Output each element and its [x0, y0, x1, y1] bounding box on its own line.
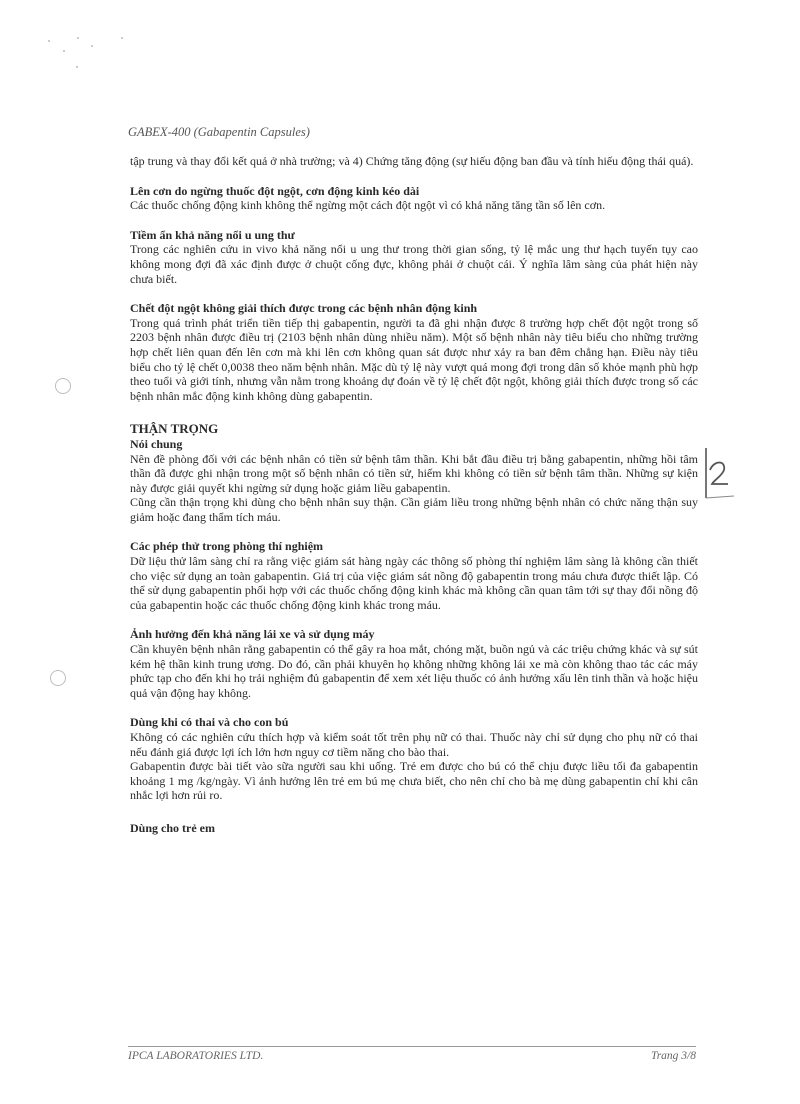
- document-header: GABEX-400 (Gabapentin Capsules): [128, 125, 310, 139]
- section-heading: Dùng cho trẻ em: [130, 820, 215, 835]
- section-paragraph: Gabapentin được bài tiết vào sữa người sau khi uống. Trẻ em được cho bú có thể chịu được liều tối đa gabapentin khoảng 1 mg /kg/ngày. Vì ảnh hưởng lên trẻ em bú mẹ chưa biết, cho nên chỉ cho bà mẹ dùng gabapentin chỉ khi cân nhắc lợi hơn rủi ro.: [130, 759, 698, 803]
- document-body: [130, 154, 698, 836]
- section-heading: Dùng khi có thai và cho con bú: [130, 715, 289, 730]
- scan-speck: [91, 45, 93, 47]
- section-paragraph: Cần khuyên bệnh nhân rằng gabapentin có thể gây ra hoa mắt, chóng mặt, buồn ngủ và các triệu chứng khác và sự sút kém hệ thần kinh trung ương. Do đó, cần phải khuyên họ không những không lái xe mà còn không thao tác các máy phức tạp cho đến khi họ trải nghiệm đủ gabapentin để xem xét liệu thuốc có ảnh hưởng xấu lên tinh thần và hoặc hiệu quả vận động hay không.: [130, 642, 698, 700]
- section-paragraph: Không có các nghiên cứu thích hợp và kiểm soát tốt trên phụ nữ có thai. Thuốc này chỉ sử dụng cho phụ nữ có thai nếu đánh giá được lợi ích lớn hơn nguy cơ tiềm năng cho bào thai.: [130, 730, 698, 759]
- section-heading: Các phép thử trong phòng thí nghiệm: [130, 539, 324, 554]
- section-paragraph: Các thuốc chống động kinh không thể ngừng một cách đột ngột vì có khả năng tăng tần số lên cơn.: [130, 198, 606, 213]
- section-paragraph: Nên đề phòng đối với các bệnh nhân có tiền sử bệnh tâm thần. Khi bắt đầu điều trị bằng gabapentin, những hồi tâm thần đã được ghi nhận trong một số bệnh nhân có tiền sử, hiếm khi không có tiền sử bệnh tâm thần. Những sự kiện này được giải quyết khi ngừng sử dụng hoặc giảm liều gabapentin.: [130, 451, 698, 495]
- section-sudden-death: [130, 301, 698, 403]
- section-heading: Lên cơn do ngừng thuốc đột ngột, cơn động kinh kéo dài: [130, 183, 420, 198]
- general-heading: Nói chung: [130, 436, 183, 451]
- handwritten-page-mark: [700, 446, 740, 507]
- punch-hole: [50, 670, 66, 686]
- section-heading: Ảnh hưởng đến khả năng lái xe và sử dụng máy: [130, 627, 375, 642]
- section-paragraph: Trong các nghiên cứu in vivo khả năng nổi u ung thư trong thời gian sống, tỷ lệ mắc ung thư hạch tuyến tụy cao không mong đợi đã xác định được ở chuột cống đực, không phải ở chuột cái. Ý nghĩa lâm sàng của phát hiện này chưa biết.: [130, 242, 698, 286]
- section-pregnancy: [130, 715, 698, 803]
- footer-company: IPCA LABORATORIES LTD.: [128, 1050, 264, 1062]
- scan-speck: [76, 66, 78, 68]
- section-tumorigenic: [130, 228, 698, 286]
- section-paragraph: Dữ liệu thử lâm sàng chỉ ra rằng việc giám sát hàng ngày các thông số phòng thí nghiệm lâm sàng là không cần thiết cho việc sử dụng an toàn gabapentin. Giá trị của việc giám sát nồng độ gabapentin trong máu chưa được thiết lập. Có thể sử dụng gabapentin phối hợp với các thuốc chống động kinh khác mà không cần quan tâm tới sự thay đổi nồng độ của gabapentin hoặc các thuốc chống động kinh khác trong máu.: [130, 554, 698, 612]
- scan-speck: [77, 37, 79, 39]
- section-heading: Tiềm ẩn khả năng nổi u ung thư: [130, 227, 295, 242]
- section-pediatric: [130, 821, 698, 836]
- precautions-heading: THẬN TRỌNG: [130, 421, 219, 437]
- section-driving: [130, 627, 698, 700]
- section-heading: Chết đột ngột không giải thích được trong các bệnh nhân động kinh: [130, 301, 478, 316]
- section-paragraph: Trong quá trình phát triển tiền tiếp thị gabapentin, người ta đã ghi nhận được 8 trường hợp chết đột ngột trong số 2203 bệnh nhân được điều trị (2103 bệnh nhân dùng nhiều năm). Một số bệnh nhân này tiêu biểu cho những trường hợp chết liên quan đến lên cơn mà khi lên cơn không quan sát được như xảy ra ban đêm chẳng hạn. Điều này tiêu biểu cho tỷ lệ chết 0,0038 theo năm bệnh nhân. Mặc dù tỷ lệ này vượt quá mong đợi trong dân số khỏe mạnh phù hợp theo tuổi và giới tính, nhưng vẫn nằm trong khoảng dự đoán về tỷ lệ chết đột ngột, không giải thích được trong số các bệnh nhân mắc động kinh không dùng gabapentin.: [130, 315, 698, 403]
- section-seizures: [130, 184, 698, 213]
- scan-speck: [63, 50, 65, 52]
- document-footer: [128, 1046, 696, 1062]
- scan-speck: [48, 40, 50, 42]
- section-lab-tests: [130, 539, 698, 612]
- intro-paragraph: tập trung và thay đổi kết quả ở nhà trường; và 4) Chứng tăng động (sự hiếu động ban đầu và tính hiếu động thái quá).: [130, 154, 694, 168]
- punch-hole: [55, 378, 71, 394]
- page-number: Trang 3/8: [650, 1050, 696, 1062]
- section-paragraph: Cũng cần thận trọng khi dùng cho bệnh nhân suy thận. Cần giảm liều trong những bệnh nhân có chức năng thận suy giảm hoặc đang thẩm tích máu.: [130, 495, 698, 524]
- scan-speck: [121, 37, 123, 39]
